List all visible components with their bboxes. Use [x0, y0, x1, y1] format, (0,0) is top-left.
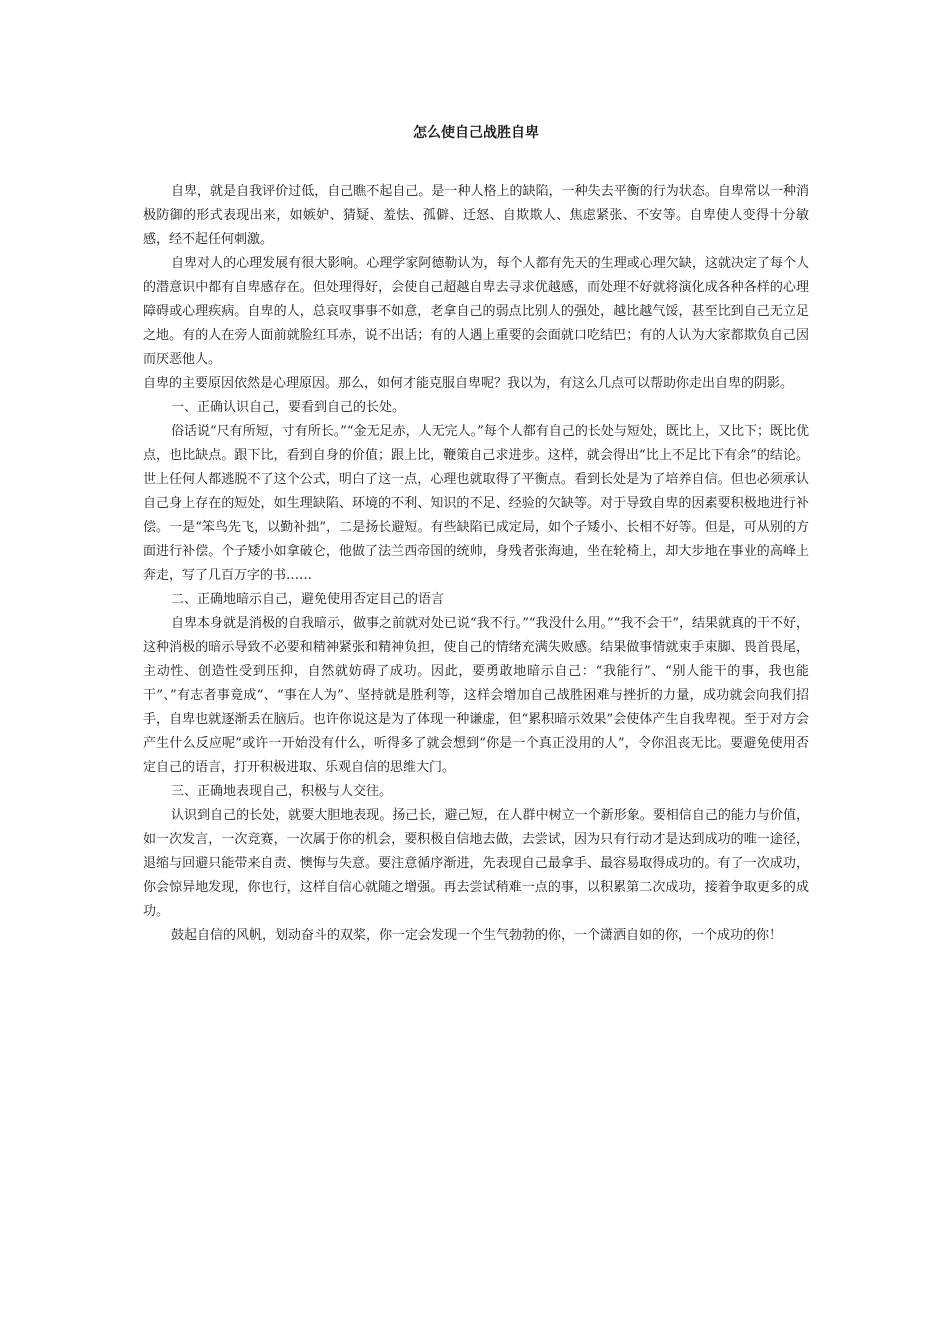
document-body — [143, 180, 809, 948]
paragraph: 俗话说“尺有所短，寸有所长。”“金无足赤，人无完人。”每个人都有自己的长处与短处，既比上，又比下；既比优点，也比缺点。跟下比，看到自身的价值；跟上比，鞭策自己求进步。这样，就会得出“比上不足比下有余”的结论。世上任何人都逃脱不了这个公式，明白了这一点，心理也就取得了平衡点。看到长处是为了培养自信。但也必须承认自己身上存在的短处，如生理缺陷、环境的不利、知识的不足、经验的欠缺等。对于导致自卑的因素要积极地进行补偿。一是“笨鸟先飞，以勤补拙”，二是扬长避短。有些缺陷已成定局，如个子矮小、长相不好等。但是，可从别的方面进行补偿。个子矮小如拿破仑，他做了法兰西帝国的统帅，身残者张海迪，坐在轮椅上，却大步地在事业的高峰上奔走，写了几百万字的书…… — [143, 424, 809, 583]
paragraph: 自卑本身就是消极的自我暗示，做事之前就对处已说“我不行。”“我没什么用。”“我不会干”，结果就真的干不好，这种消极的暗示导致不必要和精神紧张和精神负担，使自己的情绪充满失败感。结果做事情就束手束脚、畏首畏尾，主动性、创造性受到压抑，自然就妨碍了成功。因此，要勇敢地暗示自己：“我能行”、“别人能干的事，我也能干”、”有志者事竟成“、“事在人为”、坚持就是胜利等，这样会增加自己战胜困难与挫折的力量，成功就会向我们招手，自卑也就逐渐丢在脑后。也许你说这是为了体现一种谦虚，但“累积暗示效果”会使体产生自我卑视。至于对方会产生什么反应呢”或许一开始没有什么，听得多了就会想到“你是一个真正没用的人”，令你沮丧无比。要避免使用否定自己的语言，打开积极进取、乐观自信的思维大门。 — [143, 616, 809, 775]
paragraph: 自卑对人的心理发展有很大影响。心理学家阿德勒认为，每个人都有先天的生理或心理欠缺，这就决定了每个人的潜意识中都有自卑感存在。但处理得好，会使自己超越自卑去寻求优越感，而处理不好就将演化成各种各样的心理障碍或心理疾病。自卑的人，总哀叹事事不如意，老拿自己的弱点比别人的强处，越比越气馁，甚至比到自己无立足之地。有的人在旁人面前就脸红耳赤，说不出话；有的人遇上重要的会面就口吃结巴；有的人认为大家都欺负自己因而厌恶他人。 — [143, 256, 809, 367]
paragraph: 自卑的主要原因依然是心理原因。那么，如何才能克服自卑呢？我以为，有这么几点可以帮助你走出自卑的阴影。 — [143, 376, 794, 391]
document-title: 怎么使自己战胜自卑 — [413, 125, 539, 141]
paragraph: 认识到自己的长处，就要大胆地表现。扬己长，避己短，在人群中树立一个新形象。要相信自己的能力与价值，如一次发言，一次竞赛，一次属于你的机会，要积极自信地去做，去尝试，因为只有行动才是达到成功的唯一途径，退缩与回避只能带来自责、懊悔与失意。要注意循序渐进，先表现自己最拿手、最容易取得成功的。有了一次成功，你会惊异地发现，你也行，这样自信心就随之增强。再去尝试稍难一点的事，以积累第二次成功，接着争取更多的成功。 — [143, 808, 809, 919]
paragraph: 自卑，就是自我评价过低，自己瞧不起自己。是一种人格上的缺陷，一种失去平衡的行为状态。自卑常以一种消极防御的形式表现出来，如嫉妒、猜疑、羞怯、孤僻、迁怒、自欺欺人、焦虑紧张、不安等。自卑使人变得十分敏感，经不起任何刺激。 — [143, 184, 809, 247]
paragraph: 二、正确地暗示自己，避免使用否定目己的语言 — [171, 592, 445, 607]
document-page — [143, 120, 809, 948]
paragraph: 鼓起自信的风帆，划动奋斗的双桨，你一定会发现一个生气勃勃的你，一个潇洒自如的你，一个成功的你！ — [171, 928, 783, 943]
paragraph: 三、正确地表现自己，积极与人交往。 — [171, 784, 393, 799]
paragraph: 一、正确认识自己，要看到自己的长处。 — [171, 400, 406, 415]
